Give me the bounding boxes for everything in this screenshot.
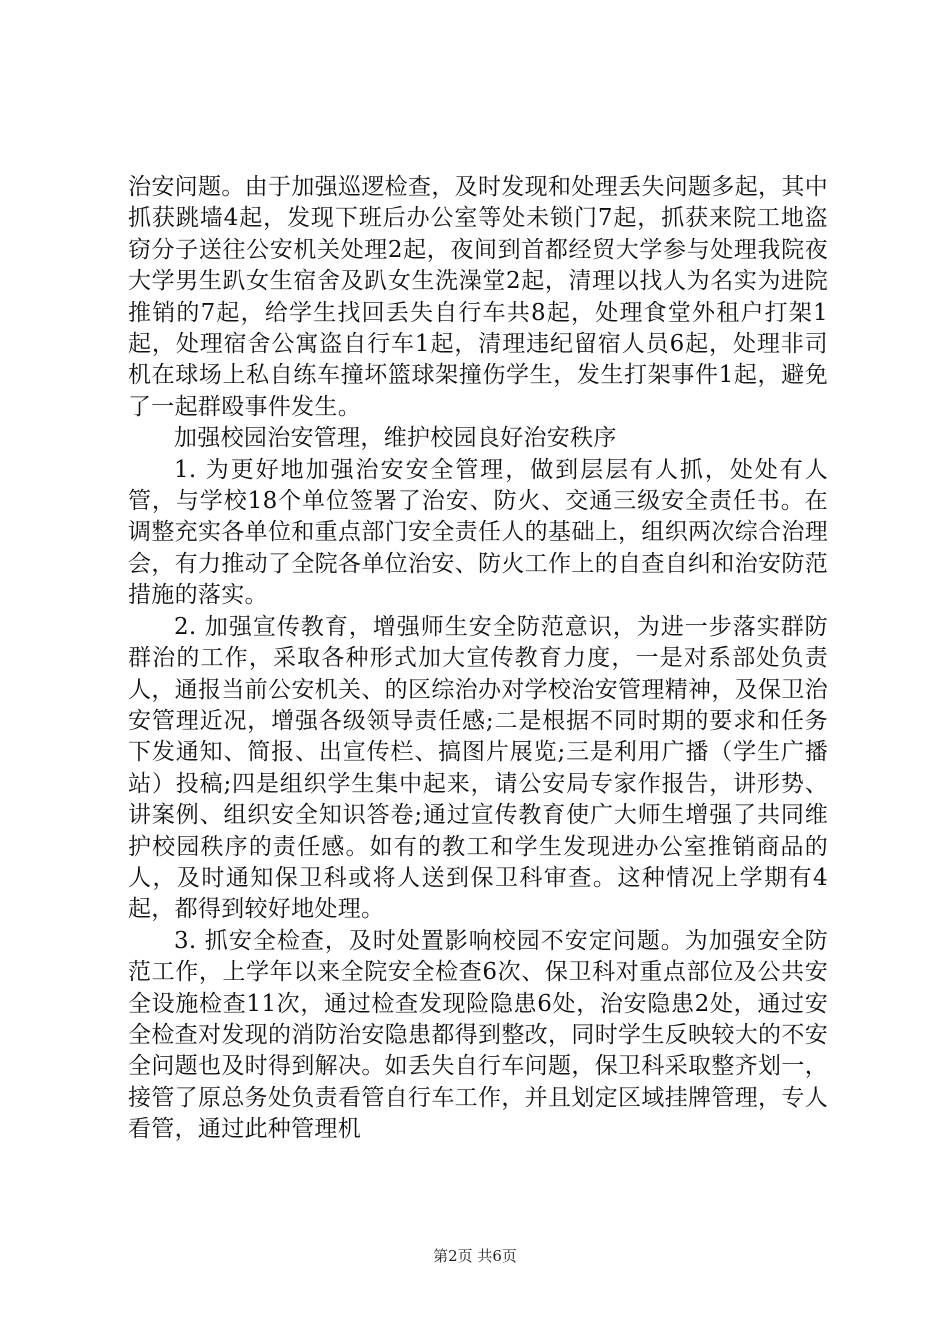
paragraph-item-1: 1. 为更好地加强治安安全管理，做到层层有人抓，处处有人管，与学校18个单位签署了治安、防火、交通三级安全责任书。在调整充实各单位和重点部门安全责任人的基础上，组织两次综合治理会，有力推动了全院各单位治安、防火工作上的自查自纠和治安防范措施的落实。 — [128, 456, 828, 609]
document-body — [128, 172, 828, 1146]
paragraph-item-3: 3. 抓安全检查，及时处置影响校园不安定问题。为加强安全防范工作，上学年以来全院安全检查6次、保卫科对重点部位及公共安全设施检查11次，通过检查发现险隐患6处，治安隐患2处，通过安全检查对发现的消防治安隐患都得到整改，同时学生反映较大的不安全问题也及时得到解决。如丢失自行车问题，保卫科采取整齐划一，接管了原总务处负责看管自行车工作，并且划定区域挂牌管理，专人看管，通过此种管理机 — [128, 927, 828, 1143]
paragraph-continuation: 治安问题。由于加强巡逻检查，及时发现和处理丢失问题多起，其中抓获跳墙4起，发现下班后办公室等处未锁门7起，抓获来院工地盗窃分子送往公安机关处理2起，夜间到首都经贸大学参与处理我院夜大学男生趴女生宿舍及趴女生洗澡堂2起，清理以找人为名实为进院推销的7起，给学生找回丢失自行车共8起，处理食堂外租户打架1起，处理宿舍公寓盗自行车1起，清理违纪留宿人员6起，处理非司机在球场上私自练车撞坏篮球架撞伤学生，发生打架事件1起，避免了一起群殴事件发生。 — [128, 174, 828, 420]
page-footer: 第2页 共6页 — [433, 1247, 517, 1265]
paragraph-item-2: 2. 加强宣传教育，增强师生安全防范意识，为进一步落实群防群治的工作，采取各种形式加大宣传教育力度，一是对系部处负责人，通报当前公安机关、的区综治办对学校治安管理精神，及保卫治安管理近况，增强各级领导责任感;二是根据不同时期的要求和任务下发通知、简报、出宣传栏、搞图片展览;三是利用广播（学生广播站）投稿;四是组织学生集中起来，请公安局专家作报告，讲形势、讲案例、组织安全知识答卷;通过宣传教育使广大师生增强了共同维护校园秩序的责任感。如有的教工和学生发现进办公室推销商品的人，及时通知保卫科或将人送到保卫科审查。这种情况上学期有4起，都得到较好地处理。 — [128, 613, 828, 923]
section-heading: 加强校园治安管理，维护校园良好治安秩序 — [174, 425, 617, 452]
